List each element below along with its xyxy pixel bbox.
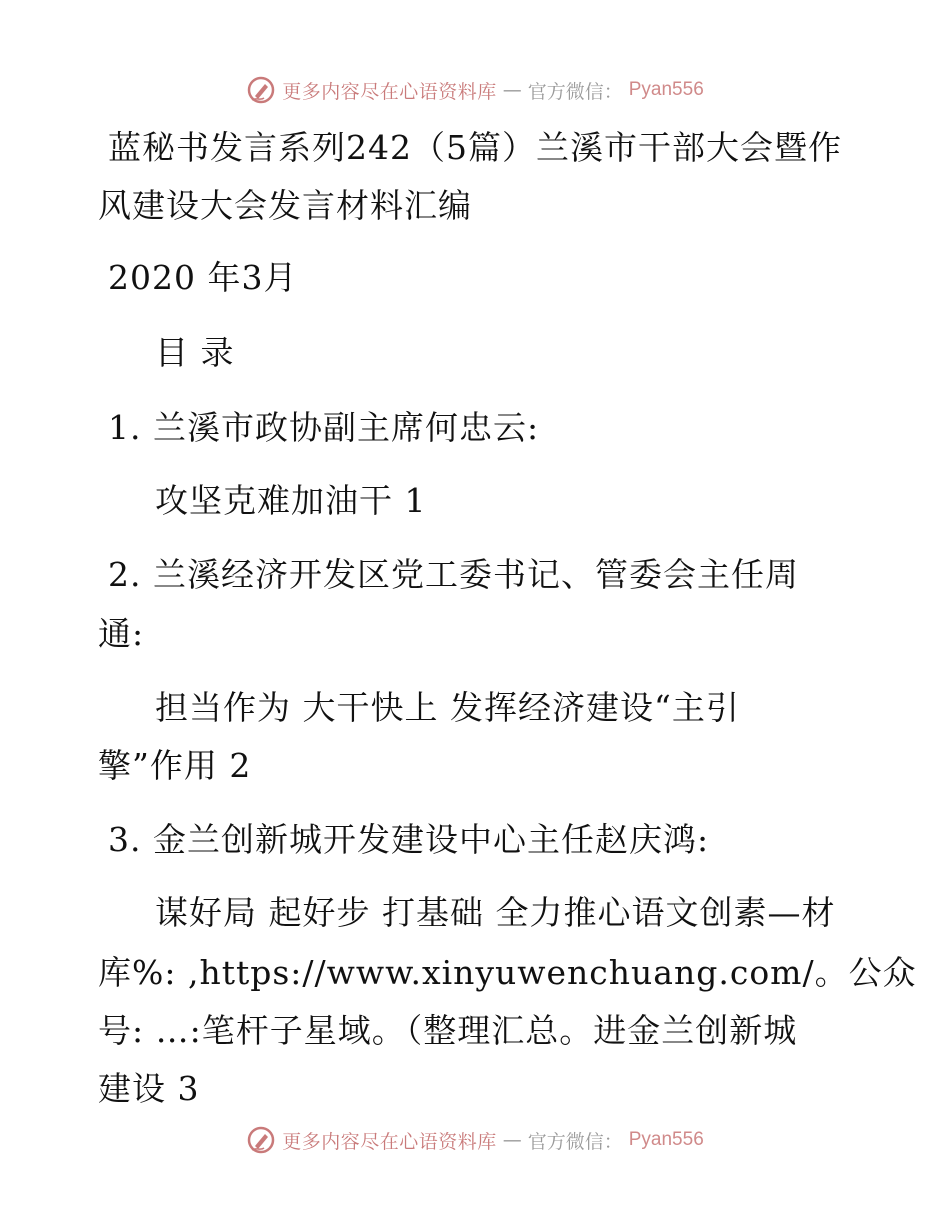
doc-date: 2020 年3月 <box>108 258 298 297</box>
watermark-handle: Pyan556 <box>628 1129 704 1150</box>
doc-title-line-2: 风建设大会发言材料汇编 <box>98 186 472 225</box>
toc-item-2-title-line-2: 擎”作用 2 <box>98 746 252 785</box>
watermark-main-text: 更多内容尽在心语资料库 <box>282 1130 497 1153</box>
toc-item-3-title-line-3: 号: …:笔杆子星域。（整理汇总。进金兰创新城 <box>98 1011 798 1050</box>
toc-item-1-title: 攻坚克难加油干 1 <box>155 481 427 520</box>
toc-item-3-title-line-1: 谋好局 起好步 打基础 全力推心语文创素—材 <box>155 893 836 932</box>
watermark-header <box>0 70 950 110</box>
watermark-dash: — <box>502 79 522 101</box>
toc-item-1-number: 1. 兰溪市政协副主席何忠云: <box>108 408 540 447</box>
toc-heading: 目 录 <box>155 333 235 372</box>
watermark-sub-text: 官方微信： <box>527 1130 623 1153</box>
toc-item-2-number-cont: 通: <box>98 614 145 653</box>
watermark-main-text: 更多内容尽在心语资料库 <box>282 80 497 103</box>
watermark-handle: Pyan556 <box>628 79 704 100</box>
watermark-dash: — <box>502 1129 522 1151</box>
pen-circle-logo-icon <box>246 75 276 105</box>
toc-item-3-title-line-2: 库%: ,https://www.xinyuwenchuang.com/。公众 <box>98 953 917 992</box>
toc-item-3-title-line-4: 建设 3 <box>98 1069 200 1108</box>
toc-item-2-title-line-1: 担当作为 大干快上 发挥经济建设“主引 <box>155 688 740 727</box>
toc-item-2-number: 2. 兰溪经济开发区党工委书记、管委会主任周 <box>108 555 799 594</box>
toc-item-3-number: 3. 金兰创新城开发建设中心主任赵庆鸿: <box>108 820 710 859</box>
pen-circle-logo-icon <box>246 1125 276 1155</box>
watermark-sub-text: 官方微信： <box>527 80 623 103</box>
watermark-footer <box>0 1120 950 1160</box>
doc-title-line-1: 蓝秘书发言系列242（5篇）兰溪市干部大会暨作 <box>108 128 842 167</box>
